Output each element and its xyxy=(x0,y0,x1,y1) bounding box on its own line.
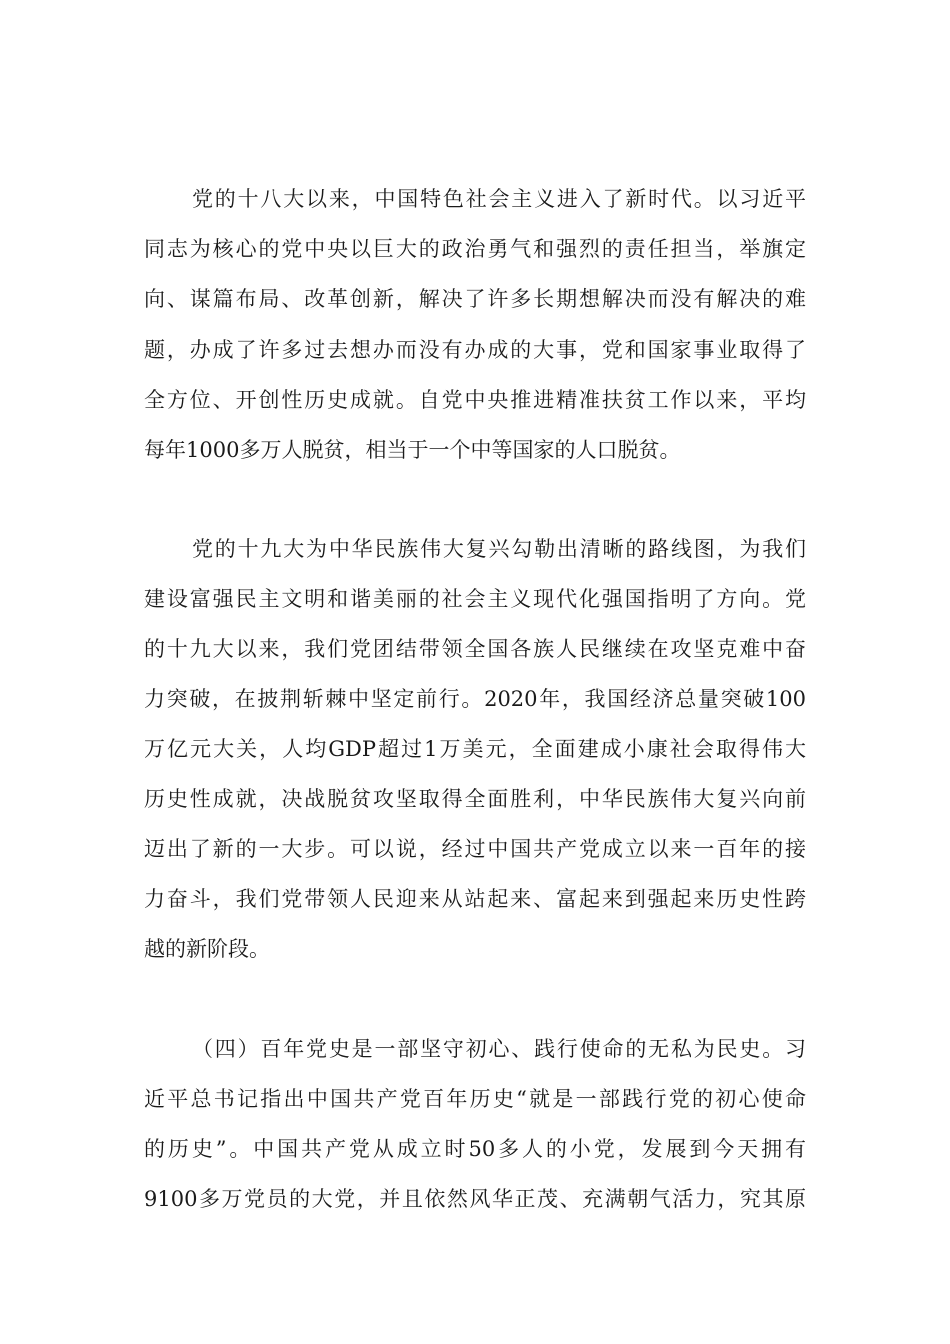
paragraph-line: 的历史”。中国共产党从成立时50多人的小党，发展到今天拥有 xyxy=(144,1137,806,1161)
paragraph-line: 全方位、开创性历史成就。自党中央推进精准扶贫工作以来，平均 xyxy=(144,388,806,412)
paragraph-line: 党的十八大以来，中国特色社会主义进入了新时代。以习近平 xyxy=(192,187,806,211)
paragraph-line: 建设富强民主文明和谐美丽的社会主义现代化强国指明了方向。党 xyxy=(144,587,806,611)
paragraph-line: 向、谋篇布局、改革创新，解决了许多长期想解决而没有解决的难 xyxy=(144,287,806,311)
paragraph-line: 9100多万党员的大党，并且依然风华正茂、充满朝气活力，究其原 xyxy=(144,1187,806,1211)
paragraph-line: 力奋斗，我们党带领人民迎来从站起来、富起来到强起来历史性跨 xyxy=(144,887,806,911)
paragraph-line: 近平总书记指出中国共产党百年历史“就是一部践行党的初心使命 xyxy=(144,1087,806,1111)
paragraph-line: 党的十九大为中华民族伟大复兴勾勒出清晰的路线图，为我们 xyxy=(192,537,806,561)
paragraph-line: 同志为核心的党中央以巨大的政治勇气和强烈的责任担当，举旗定 xyxy=(144,237,806,261)
paragraph-line: 的十九大以来，我们党团结带领全国各族人民继续在攻坚克难中奋 xyxy=(144,637,806,661)
paragraph-line: （四）百年党史是一部坚守初心、践行使命的无私为民史。习 xyxy=(192,1037,806,1061)
paragraph-line: 迈出了新的一大步。可以说，经过中国共产党成立以来一百年的接 xyxy=(144,837,806,861)
paragraph-line: 每年1000多万人脱贫，相当于一个中等国家的人口脱贫。 xyxy=(144,438,681,462)
paragraph-line: 力突破，在披荆斩棘中坚定前行。2020年，我国经济总量突破100 xyxy=(144,687,806,711)
paragraph-line: 万亿元大关，人均GDP超过1万美元，全面建成小康社会取得伟大 xyxy=(144,737,806,761)
paragraph-line: 历史性成就，决战脱贫攻坚取得全面胜利，中华民族伟大复兴向前 xyxy=(144,787,806,811)
paragraph-line: 越的新阶段。 xyxy=(144,937,270,961)
paragraph-line: 题，办成了许多过去想办而没有办成的大事，党和国家事业取得了 xyxy=(144,338,806,362)
